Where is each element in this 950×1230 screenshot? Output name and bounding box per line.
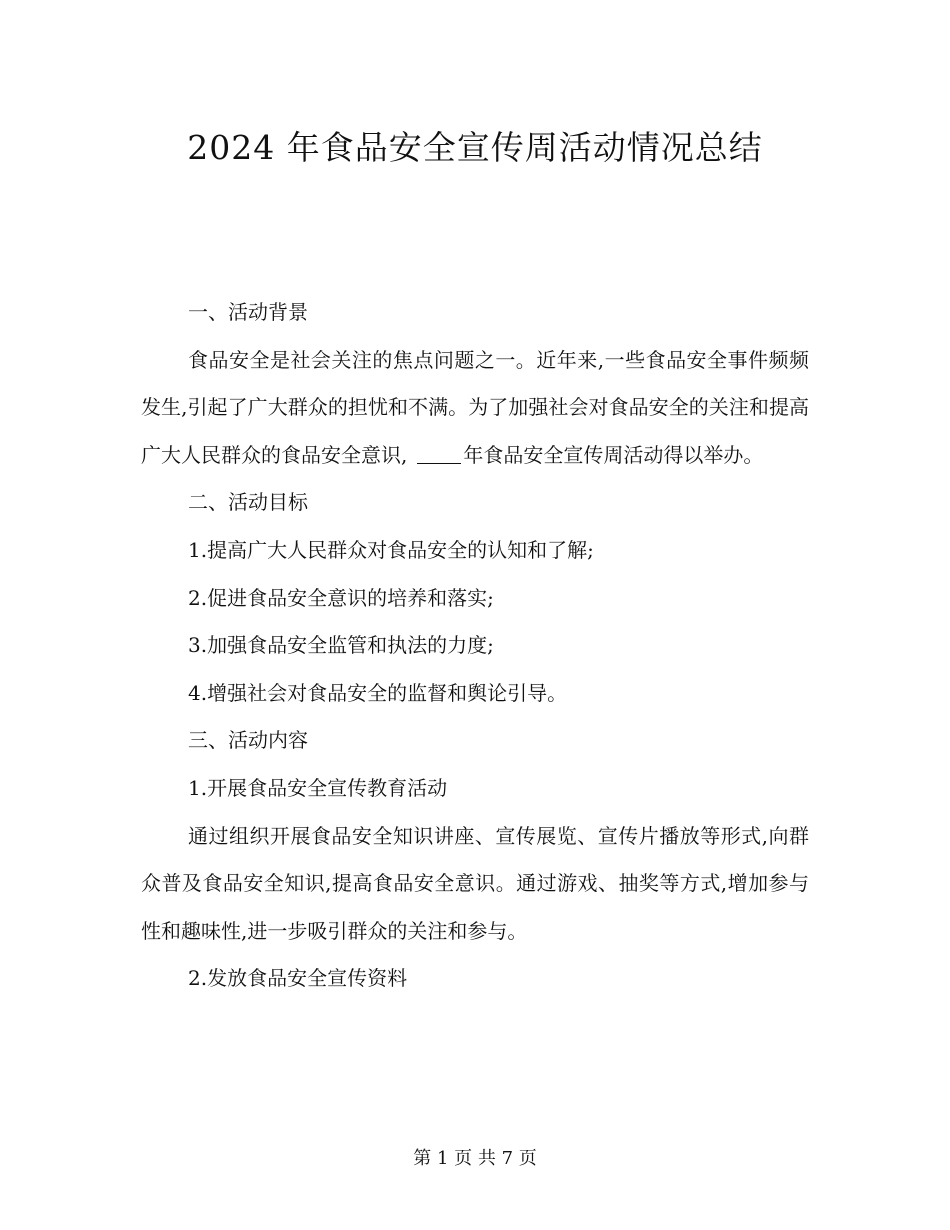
page-footer: 第 1 页 共 7 页 [413, 1148, 537, 1169]
goal-item-3: 3.加强食品安全监管和执法的力度; [188, 633, 494, 658]
document-title: 2024 年食品安全宣传周活动情况总结 [187, 128, 763, 167]
background-paragraph [141, 337, 809, 480]
goal-item-2: 2.促进食品安全意识的培养和落实; [188, 585, 494, 610]
background-text-part1: 食品安全是社会关注的焦点问题之一。近年来,一些食品安全事件频频发生,引起了广大群众的担忧和不满。为了加强社会对食品安全的关注和提高广大人民群众的食品安全意识, [141, 347, 809, 467]
goal-item-4: 4.增强社会对食品安全的监督和舆论引导。 [188, 680, 568, 705]
section-heading-background: 一、活动背景 [188, 300, 308, 324]
content-paragraph-1: 通过组织开展食品安全知识讲座、宣传展览、宣传片播放等形式,向群众普及食品安全知识,提高食品安全意识。通过游戏、抽奖等方式,增加参与性和趣味性,进一步吸引群众的关注和参与。 [141, 823, 809, 943]
content-subheading-1: 1.开展食品安全宣传教育活动 [188, 775, 448, 800]
year-blank-underline [417, 443, 461, 464]
background-text-part2: 年食品安全宣传周活动得以举办。 [463, 442, 764, 467]
section-heading-content: 三、活动内容 [188, 728, 308, 753]
document-body [141, 289, 809, 1003]
section-heading-goals: 二、活动目标 [188, 490, 308, 515]
goal-item-1: 1.提高广大人民群众对食品安全的认知和了解; [188, 537, 594, 562]
content-subheading-2: 2.发放食品安全宣传资料 [188, 966, 408, 991]
